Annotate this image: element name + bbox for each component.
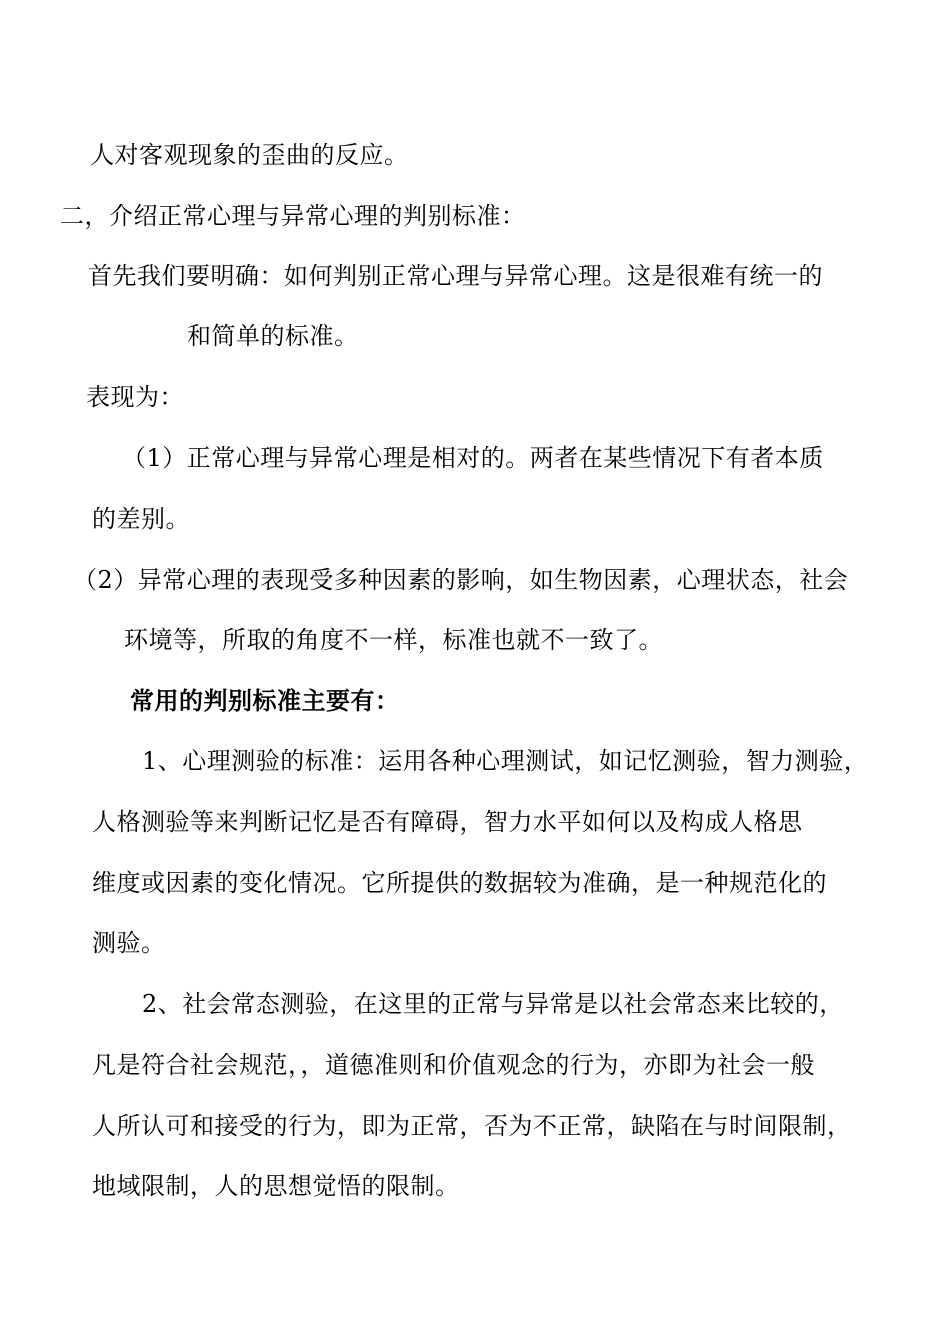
subheading: 常用的判别标准主要有： (130, 686, 400, 715)
text-line: 人格测验等来判断记忆是否有障碍，智力水平如何以及构成人格思 (92, 808, 803, 836)
text-line: 的差别。 (92, 505, 190, 533)
text-line: 人所认可和接受的行为，即为正常，否为不正常，缺陷在与时间限制， (92, 1112, 852, 1140)
list-item: 2、社会常态测验，在这里的正常与异常是以社会常态来比较的， (142, 990, 844, 1018)
section-heading: 二，介绍正常心理与异常心理的判别标准： (60, 202, 526, 230)
text-line: 地域限制，人的思想觉悟的限制。 (92, 1172, 460, 1200)
text-line: 凡是符合社会规范，，道德准则和价值观念的行为，亦即为社会一般 (92, 1051, 815, 1079)
list-item: 1、心理测验的标准：运用各种心理测试，如记忆测验，智力测验， (142, 747, 869, 775)
text-line: 首先我们要明确：如何判别正常心理与异常心理。这是很难有统一的 (88, 262, 823, 290)
text-line: 人对客观现象的歪曲的反应。 (90, 141, 409, 169)
list-item: （1）正常心理与异常心理是相对的。两者在某些情况下有者本质 (122, 444, 824, 472)
text-line: 测验。 (92, 929, 166, 957)
list-item: （2）异常心理的表现受多种因素的影响，如生物因素，心理状态，社会 (73, 566, 849, 594)
text-line: 维度或因素的变化情况。它所提供的数据较为准确，是一种规范化的 (92, 869, 827, 897)
text-line: 和简单的标准。 (187, 322, 359, 350)
text-line: 环境等，所取的角度不一样，标准也就不一致了。 (124, 626, 663, 654)
text-line: 表现为： (86, 383, 184, 411)
